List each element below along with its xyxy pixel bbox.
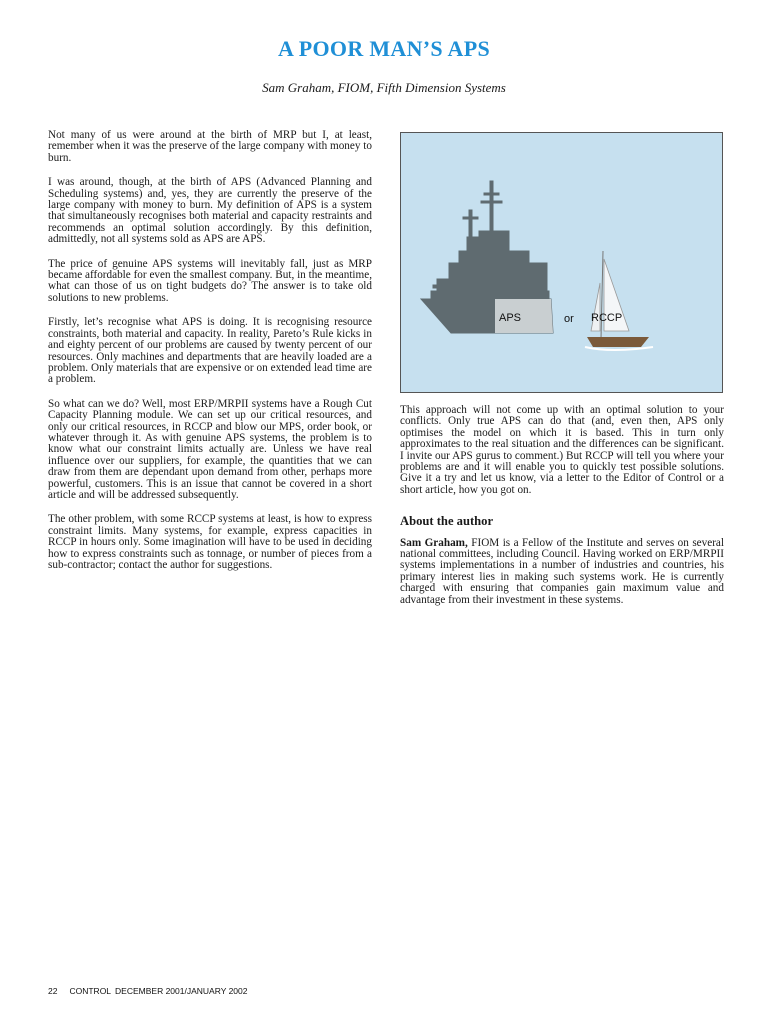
author-bio: FIOM is a Fellow of the Institute and serves on several national committees, including Council. Having worked on ERP/MRPII systems implementations in a number of industries and countries, his primary interest lies in making such systems work. He is currently charged with ensuring that companies gain maximum value and advantage from their investment in these systems. — [400, 536, 725, 606]
figure-label-or: or — [564, 313, 574, 325]
figure-label-aps: APS — [499, 312, 522, 324]
article-title: A POOR MAN’S APS — [278, 36, 490, 61]
battleship-and-sailboat-illustration — [401, 133, 722, 392]
paragraph: Firstly, let’s recognise what APS is doing. It is recognising resource constraints, both material and capacity. In reality, Pareto’s Rule kicks in and eighty percent of our problems are caused by twenty percent of our resources. Only machines and departments that are heavily loaded are a problem. Only materials that are expensive or on extended lead time are a problem. — [48, 316, 372, 386]
paragraph: The price of genuine APS systems will inevitably fall, just as MRP became affordable for even the smallest company. But, in the meantime, what can those of us on tight budgets do? The answer is to take old solutions to new problems. — [48, 257, 372, 304]
author-name: Sam Graham, — [400, 536, 468, 549]
figure-label-rccp: RCCP — [591, 312, 623, 324]
publication-name: CONTROL — [69, 986, 112, 996]
paragraph: I was around, though, at the birth of APS (Advanced Planning and Scheduling systems) and, yes, they are currently the preserve of the large company with money to burn. My definition of APS is a system that simultaneously recognises both material and capacity restraints and recommends an optimal solution accordingly. By this definition, admittedly, not all systems sold as APS are APS. — [48, 176, 372, 246]
paragraph: Not many of us were around at the birth of MRP but I, at least, remember when it was the preserve of the large company with money to burn. — [48, 129, 372, 164]
page-number: 22 — [48, 986, 58, 996]
sailboat-icon — [585, 251, 653, 350]
author-bio-paragraph — [400, 538, 724, 606]
paragraph: This approach will not come up with an optimal solution to your conflicts. Only true APS can do that (and, even then, APS only optimises the model on which it is based. This in turn only approximates to the real situation and the differences can be significant. I invite our APS gurus to comment.) But RCCP will tell you where your problems are and it will enable you to quickly test possible solutions. Give it a try and let us know, via a letter to the Editor of Control or a short article, how you got on. — [400, 404, 724, 496]
right-column — [400, 405, 724, 619]
illustration-figure — [400, 132, 723, 393]
left-column — [48, 130, 372, 584]
paragraph: The other problem, with some RCCP systems at least, is how to express constraint limits. Many systems, for example, express capacities in RCCP in hours only. Some imagination will have to be used in deciding how to express constraints such as tonnage, or number of pieces from a sub-contractor; contact the author for suggestions. — [48, 513, 372, 571]
paragraph: So what can we do? Well, most ERP/MRPII systems have a Rough Cut Capacity Planning module. We can set up our critical resources, and only our critical resources, in RCCP and blow our MPS, order book, or whatever through it. As with genuine APS systems, the problem is to know what our constraint limits actually are. Unless we have real influence over our suppliers, for example, the quantities that we can draw from them are dependant upon demand from other, perhaps more powerful, customers. This is an issue that cannot be covered in a short article and will be addressed subsequently. — [48, 397, 372, 501]
section-heading: About the author — [400, 514, 494, 529]
article-byline: Sam Graham, FIOM, Fifth Dimension Systems — [262, 80, 506, 95]
issue-date: DECEMBER 2001/JANUARY 2002 — [115, 986, 248, 996]
page-footer — [48, 986, 259, 996]
